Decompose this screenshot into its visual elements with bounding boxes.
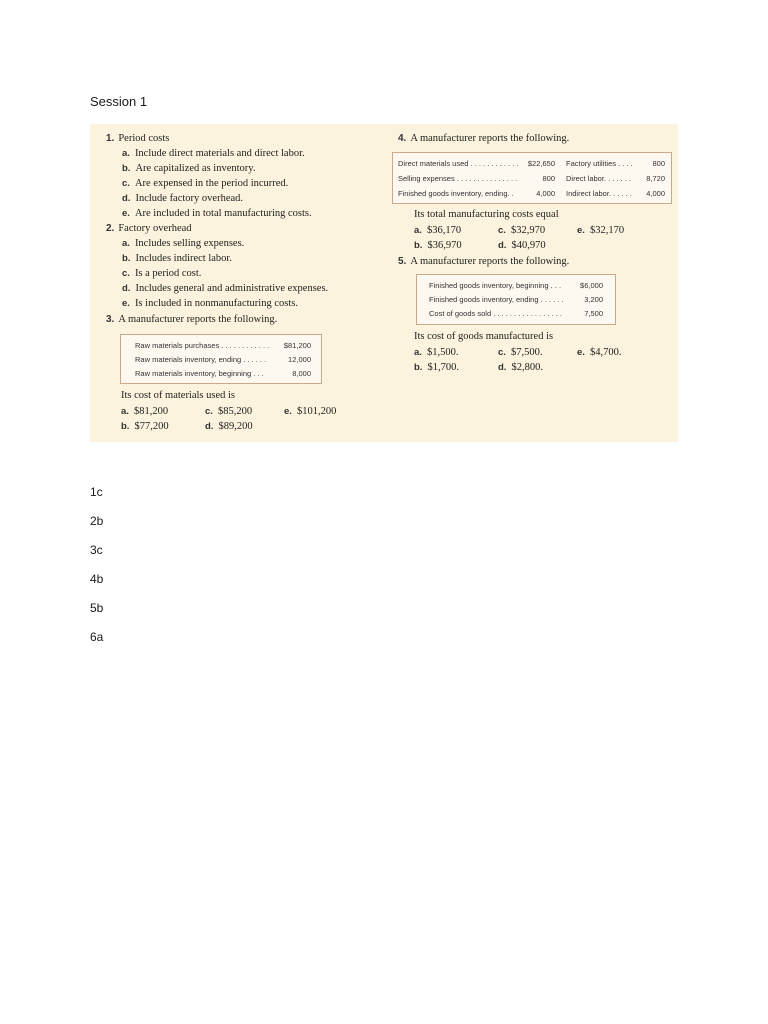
q2-option-a: a. Includes selling expenses. xyxy=(122,238,245,249)
q3-stem: 3. A manufacturer reports the following. xyxy=(106,314,278,325)
answer-6: 6a xyxy=(90,630,104,644)
q5-table-row: Finished goods inventory, beginning . . . xyxy=(429,281,562,290)
q4-option-b: b. $36,970 xyxy=(414,240,462,251)
q5-option-a: a. $1,500. xyxy=(414,347,459,358)
q5-table-value: $6,000 xyxy=(580,281,603,290)
q2-option-b: b. Includes indirect labor. xyxy=(122,253,232,264)
q4-table-row: Indirect labor. . . . . . xyxy=(566,189,632,198)
q2-stem: 2. Factory overhead xyxy=(106,223,192,234)
q4-option-a: a. $36,170 xyxy=(414,225,462,236)
q4-table-row: Direct labor. . . . . . . xyxy=(566,174,632,183)
q3-option-d: d. $89,200 xyxy=(205,421,253,432)
q4-table-value: 800 xyxy=(652,159,665,168)
q2-option-d: d. Includes general and administrative expenses. xyxy=(122,283,329,294)
q3-table-value: 8,000 xyxy=(292,369,311,378)
q4-option-d: d. $40,970 xyxy=(498,240,546,251)
q3-data-table xyxy=(120,334,322,384)
q4-table-value: 4,000 xyxy=(536,189,555,198)
q1-option-a: a. Include direct materials and direct labor. xyxy=(122,148,305,159)
q2-option-e: e. Is included in nonmanufacturing costs. xyxy=(122,298,298,309)
q3-table-value: 12,000 xyxy=(288,355,311,364)
q4-prompt: Its total manufacturing costs equal xyxy=(414,209,559,220)
q3-table-row: Raw materials inventory, beginning . . . xyxy=(135,369,264,378)
q3-prompt: Its cost of materials used is xyxy=(121,390,236,401)
q1-option-c: c. Are expensed in the period incurred. xyxy=(122,178,289,189)
q4-table-row: Factory utilities . . . . xyxy=(566,159,633,168)
question-panel xyxy=(90,124,678,442)
answer-1: 1c xyxy=(90,485,103,499)
q4-table-value: 8,720 xyxy=(646,174,665,183)
q1-option-b: b. Are capitalized as inventory. xyxy=(122,163,256,174)
q3-table-row: Raw materials purchases . . . . . . . . . . . . xyxy=(135,341,270,350)
q4-table-row: Direct materials used . . . . . . . . . . . . xyxy=(398,159,519,168)
q5-table-value: 3,200 xyxy=(584,295,603,304)
answer-2: 2b xyxy=(90,514,104,528)
q3-table-row: Raw materials inventory, ending . . . . . . xyxy=(135,355,267,364)
session-title: Session 1 xyxy=(90,94,148,109)
q3-table-value: $81,200 xyxy=(283,341,311,350)
q4-table-value: 4,000 xyxy=(646,189,665,198)
q1-option-e: e. Are included in total manufacturing costs. xyxy=(122,208,312,219)
q4-table-row: Finished goods inventory, ending. . xyxy=(398,189,514,198)
q3-option-a: a. $81,200 xyxy=(121,406,169,417)
q5-table-row: Cost of goods sold . . . . . . . . . . . . . . . . . xyxy=(429,309,562,318)
q5-table-value: 7,500 xyxy=(584,309,603,318)
q5-table-row: Finished goods inventory, ending . . . . . . xyxy=(429,295,564,304)
q5-option-c: c. $7,500. xyxy=(498,347,543,358)
q3-option-b: b. $77,200 xyxy=(121,421,169,432)
q4-stem: 4. A manufacturer reports the following. xyxy=(398,133,570,144)
answer-5: 5b xyxy=(90,601,104,615)
q4-option-c: c. $32,970 xyxy=(498,225,546,236)
q5-stem: 5. A manufacturer reports the following. xyxy=(398,256,570,267)
q4-table-value: 800 xyxy=(542,174,555,183)
q5-option-b: b. $1,700. xyxy=(414,362,459,373)
q4-table-row: Selling expenses . . . . . . . . . . . . . . . xyxy=(398,174,518,183)
answer-4: 4b xyxy=(90,572,104,586)
q5-data-table xyxy=(416,274,616,325)
q3-option-e: e. $101,200 xyxy=(284,406,337,417)
q1-option-d: d. Include factory overhead. xyxy=(122,193,244,204)
q4-option-e: e. $32,170 xyxy=(577,225,625,236)
q1-stem: 1. Period costs xyxy=(106,133,170,144)
q4-data-table xyxy=(392,152,672,204)
q5-prompt: Its cost of goods manufactured is xyxy=(414,331,554,342)
q2-option-c: c. Is a period cost. xyxy=(122,268,202,279)
q5-option-d: d. $2,800. xyxy=(498,362,543,373)
answer-3: 3c xyxy=(90,543,103,557)
q3-option-c: c. $85,200 xyxy=(205,406,253,417)
q5-option-e: e. $4,700. xyxy=(577,347,622,358)
q4-table-value: $22,650 xyxy=(527,159,555,168)
